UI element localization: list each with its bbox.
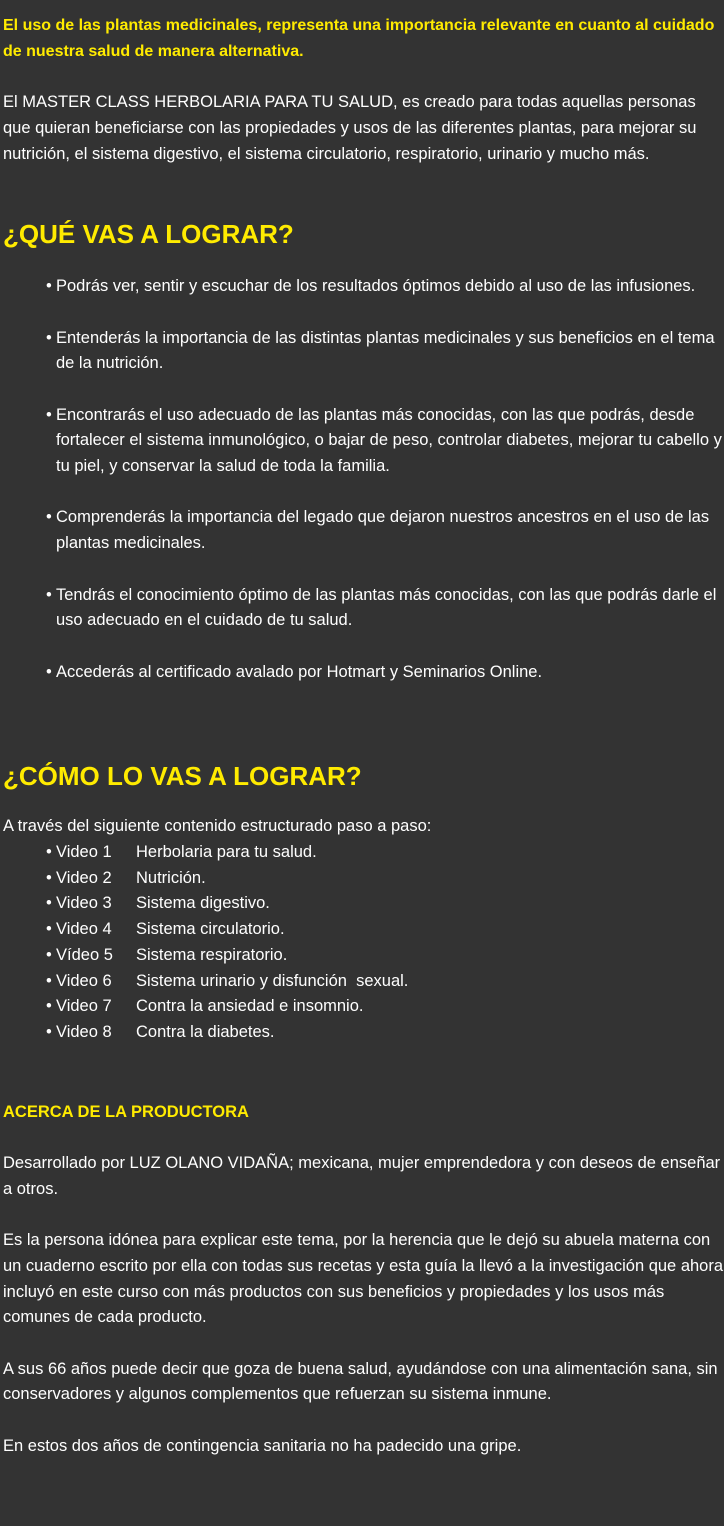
heading-como-lo-vas-a-lograr: ¿CÓMO LO VAS A LOGRAR? — [3, 761, 362, 792]
bullet-icon: • — [46, 843, 52, 862]
producer-paragraph: En estos dos años de contingencia sanitaria no ha padecido una gripe. — [3, 1436, 522, 1455]
video-item — [46, 1020, 724, 1046]
bullet-icon: • — [46, 585, 52, 604]
video-title: Contra la diabetes. — [136, 1023, 275, 1041]
video-title: Sistema digestivo. — [136, 894, 270, 913]
producer-paragraph: A sus 66 años puede decir que goza de buena salud, ayudándose con una alimentación sana, sin conservadores y algunos complementos que refuerzan su sistema inmune. — [3, 1359, 718, 1404]
bullet-icon: • — [46, 971, 52, 990]
video-title: Sistema respiratorio. — [136, 945, 288, 964]
bullet-icon: • — [46, 1023, 52, 1041]
producer-paragraph: Es la persona idónea para explicar este tema, por la herencia que le dejó su abuela materna con un cuaderno escrito por ella con todas sus recetas y esta guía la llevó a la investigación que ahora incluyó en este curso con más productos con sus beneficios y propiedades y los usos más comunes de cada producto. — [3, 1231, 724, 1327]
bullet-icon: • — [46, 508, 52, 527]
list-item-text: Tendrás el conocimiento óptimo de las plantas más conocidas, con las que podrás darle el uso adecuado en el cuidado de tu salud. — [56, 585, 717, 630]
video-item — [46, 840, 724, 866]
video-number: Video 8 — [56, 1023, 112, 1041]
video-title: Nutrición. — [136, 868, 206, 887]
list-item — [46, 505, 724, 556]
bullet-icon: • — [46, 920, 52, 939]
intro-highlight: El uso de las plantas medicinales, representa una importancia relevante en cuanto al cuidado de nuestra salud de manera alternativa. — [3, 17, 715, 60]
video-item — [46, 917, 724, 943]
video-title: Contra la ansiedad e insomnio. — [136, 997, 364, 1016]
bullet-icon: • — [46, 894, 52, 913]
video-item — [46, 891, 724, 917]
video-number: Video 4 — [56, 920, 112, 939]
heading-acerca-de-la-productora: ACERCA DE LA PRODUCTORA — [3, 1102, 249, 1121]
bullet-icon: • — [46, 405, 52, 424]
list-item — [46, 326, 724, 377]
list-item — [46, 274, 724, 300]
video-number: Video 6 — [56, 971, 112, 990]
video-list — [3, 840, 724, 1046]
list-item — [46, 660, 724, 686]
list-item-text: Entenderás la importancia de las distintas plantas medicinales y sus beneficios en el tema de la nutrición. — [56, 328, 715, 373]
video-item — [46, 994, 724, 1020]
list-item-text: Comprenderás la importancia del legado que dejaron nuestros ancestros en el uso de las plantas medicinales. — [56, 508, 710, 553]
list-item-text: Accederás al certificado avalado por Hotmart y Seminarios Online. — [56, 662, 543, 681]
video-item — [46, 943, 724, 969]
list-item — [46, 403, 724, 480]
bullet-icon: • — [46, 277, 52, 296]
video-title: Sistema circulatorio. — [136, 920, 285, 939]
video-number: Video 3 — [56, 894, 112, 913]
course-description: El MASTER CLASS HERBOLARIA PARA TU SALUD, es creado para todas aquellas personas que quieran beneficiarse con las propiedades y usos de las diferentes plantas, para mejorar su nutrición, el sistema digestivo, el sistema circulatorio, respiratorio, urinario y mucho más. — [3, 93, 697, 163]
bullet-icon: • — [46, 945, 52, 964]
list-item-text: Encontrarás el uso adecuado de las plantas más conocidas, con las que podrás, desde fortalecer el sistema inmunológico, o bajar de peso, controlar diabetes, mejorar tu cabello y tu piel, y conservar la salud de toda la familia. — [56, 405, 722, 476]
bullet-icon: • — [46, 868, 52, 887]
bullet-icon: • — [46, 997, 52, 1016]
video-item — [46, 969, 724, 995]
video-item — [46, 866, 724, 892]
heading-que-vas-a-lograr: ¿QUÉ VAS A LOGRAR? — [3, 219, 294, 250]
video-title: Sistema urinario y disfunción sexual. — [136, 971, 409, 990]
video-title: Herbolaria para tu salud. — [136, 843, 317, 862]
video-number: Video 2 — [56, 868, 112, 887]
video-number: Vídeo 5 — [56, 945, 113, 964]
achievements-list — [3, 274, 724, 685]
producer-paragraph: Desarrollado por LUZ OLANO VIDAÑA; mexicana, mujer emprendedora y con deseos de enseñar a otros. — [3, 1154, 721, 1198]
video-number: Video 1 — [56, 843, 112, 862]
bullet-icon: • — [46, 662, 52, 681]
content-intro: A través del siguiente contenido estructurado paso a paso: — [3, 817, 432, 836]
list-item — [46, 583, 724, 634]
bullet-icon: • — [46, 328, 52, 347]
video-number: Video 7 — [56, 997, 112, 1016]
list-item-text: Podrás ver, sentir y escuchar de los resultados óptimos debido al uso de las infusiones. — [56, 277, 696, 296]
